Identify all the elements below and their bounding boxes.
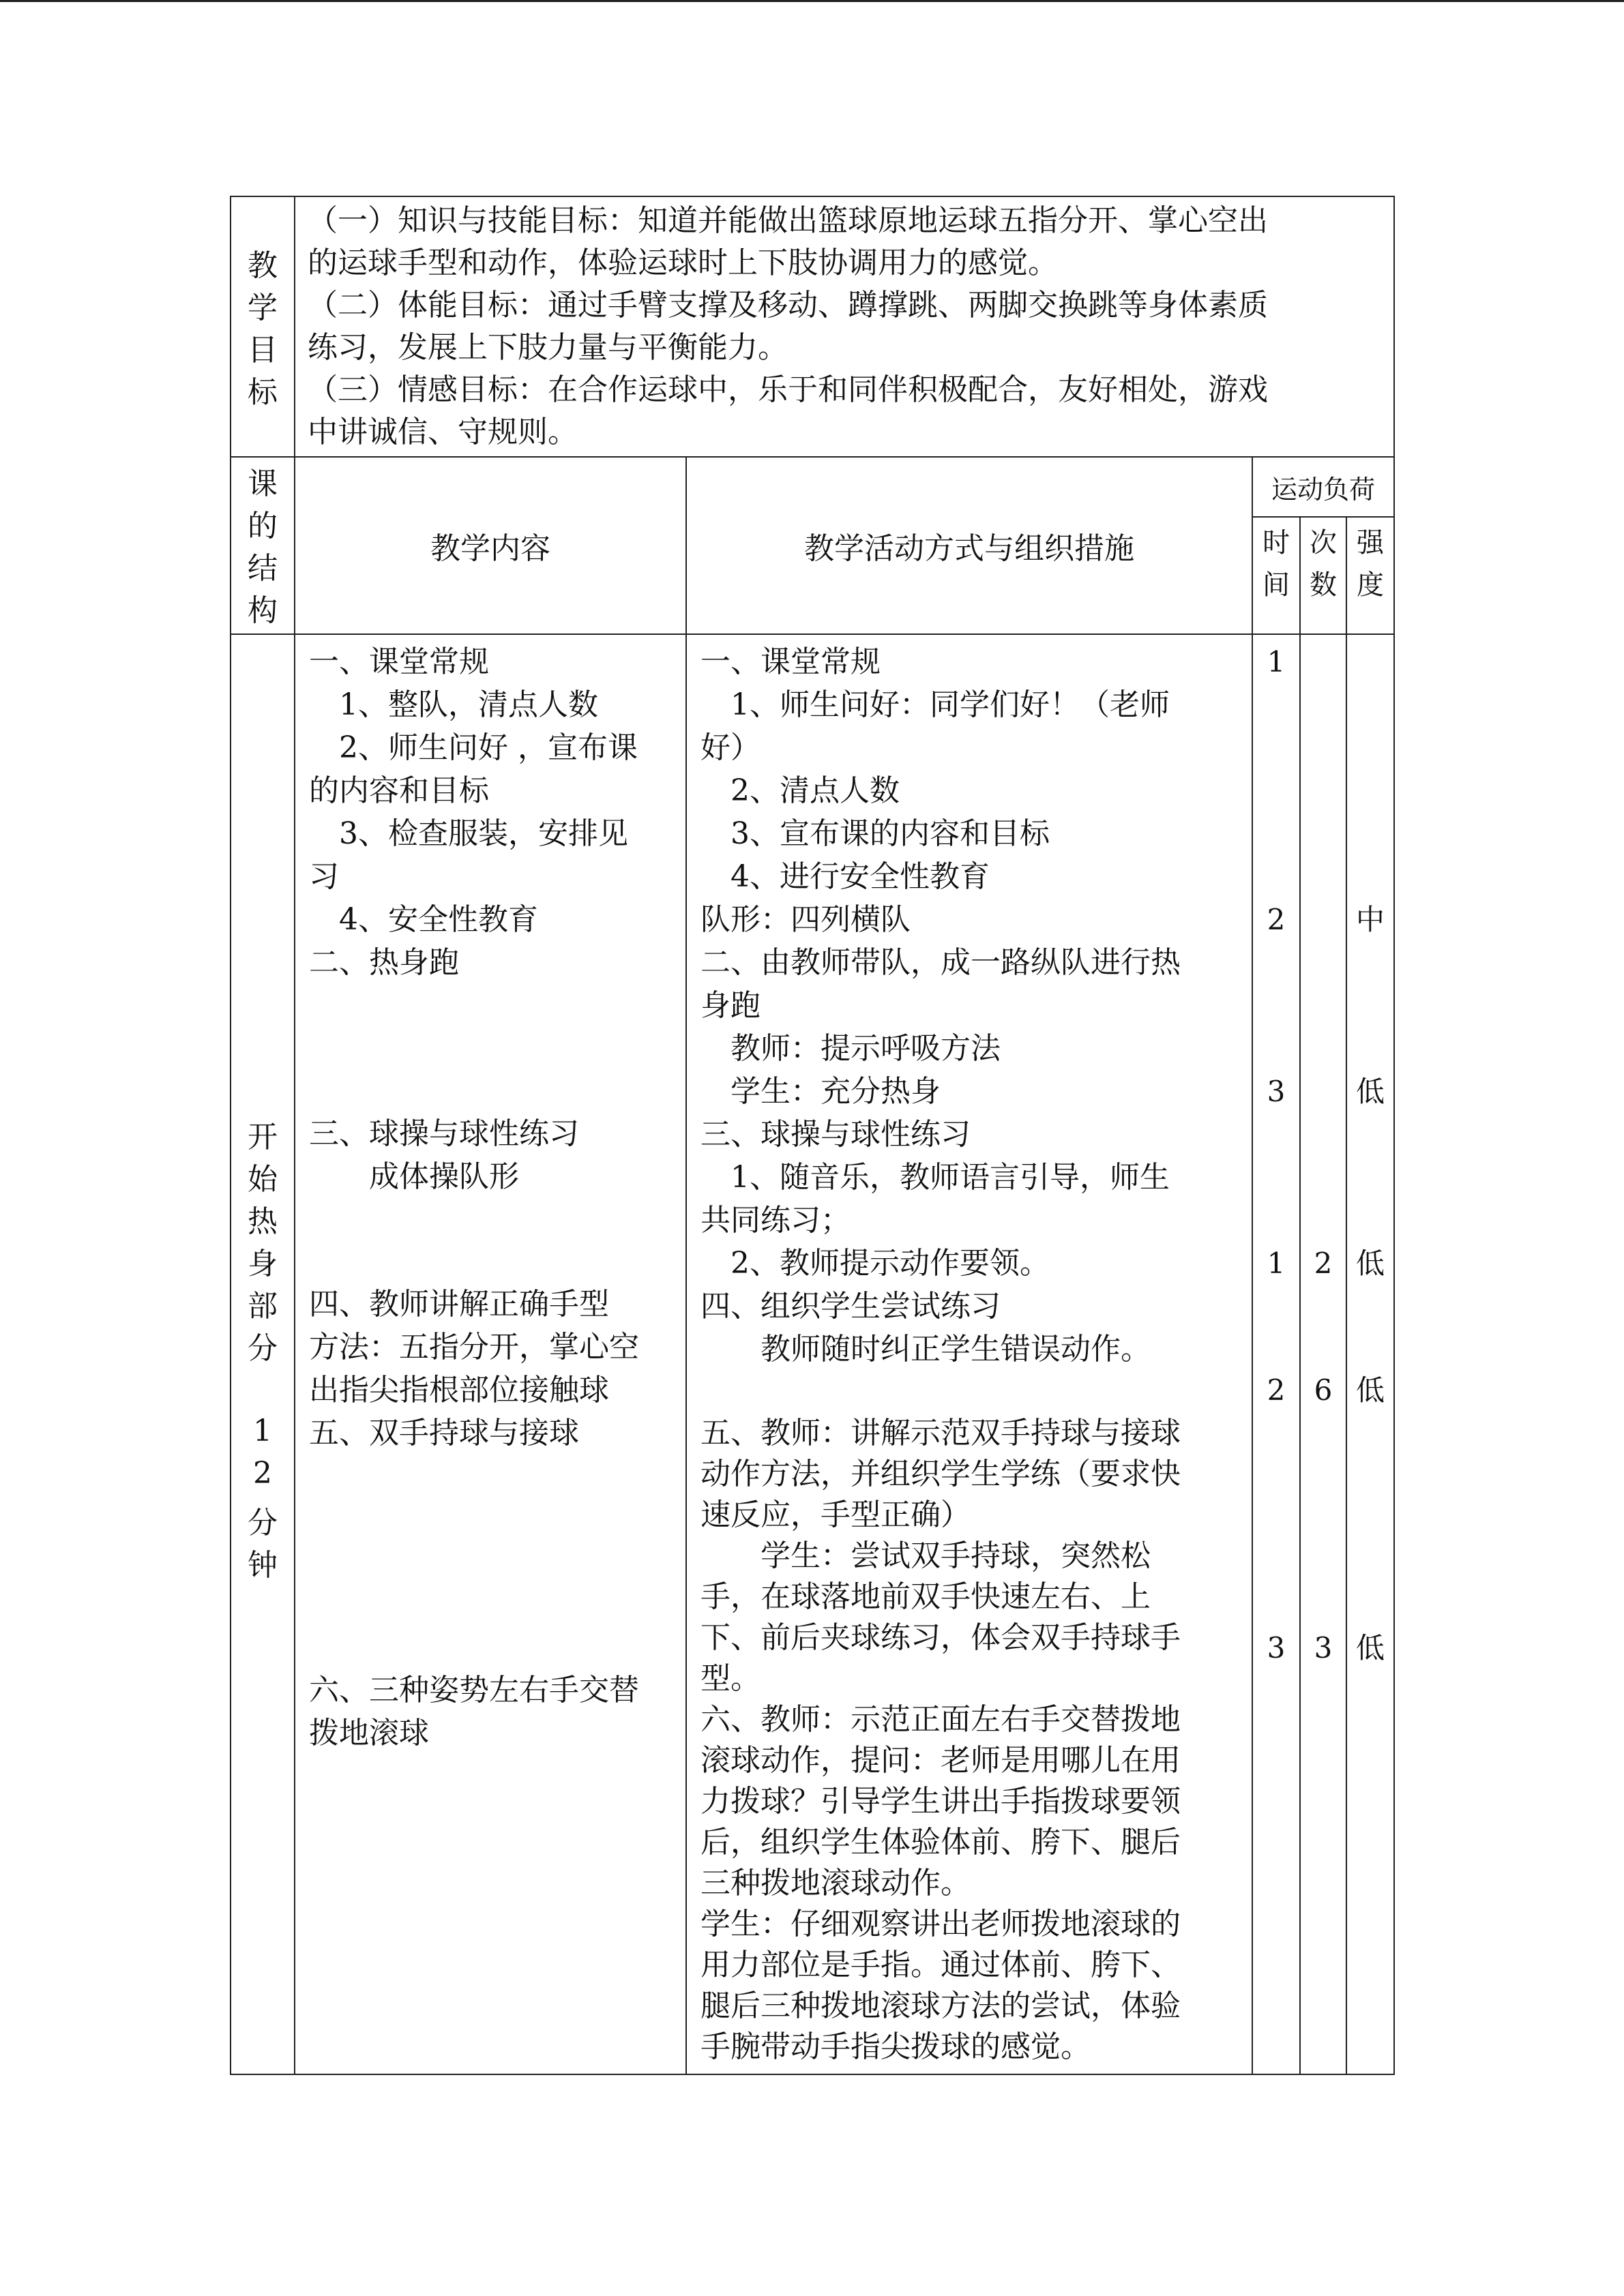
content-line: 一、课堂常规 [309,644,489,679]
section-char: 分 [248,1506,278,1540]
activity-line: 1、师生问好：同学们好！（老师 [700,687,1170,722]
header-count [1300,517,1346,634]
objectives-label [231,196,295,457]
count-value: 2 [1314,1247,1333,1280]
section-char: 2 [253,1456,272,1491]
lesson-plan-table [230,196,1395,2075]
activity-line: 学生：仔细观察讲出老师拨地滚球的 [700,1907,1181,1941]
activity-line: 六、教师：示范正面左右手交替拨地 [700,1702,1181,1737]
activity-line: 腿后三种拨地滚球方法的尝试，体验 [700,1988,1181,2023]
activity-line: 下、前后夹球练习，体会双手持球手 [700,1620,1181,1655]
header-char: 时 [1263,527,1290,558]
header-row [231,457,1394,517]
time-value: 3 [1267,1631,1286,1665]
lesson-plan-page [230,196,1393,2075]
activity-line: 型。 [700,1661,761,1696]
header-char: 间 [1263,569,1290,601]
time-value: 2 [1267,1373,1286,1407]
content-line: 方法：五指分开，掌心空 [309,1330,639,1365]
section-char: 开 [248,1120,278,1154]
section-label [231,634,295,2074]
section-char: 钟 [248,1548,278,1583]
time-value: 1 [1267,1247,1286,1280]
intensity-value: 低 [1356,1373,1385,1407]
content-line: 的内容和目标 [309,773,489,808]
objective-line: 中讲诚信、守规则。 [308,415,578,449]
page-top-border [0,0,1624,2]
label-char: 构 [248,593,278,628]
header-time [1252,517,1300,634]
time-value: 1 [1267,645,1286,679]
content-line: 四、教师讲解正确手型 [309,1287,609,1322]
label-char: 标 [248,375,278,410]
activity-line: 学生：充分热身 [700,1074,941,1109]
activity-line: 教师：提示呼吸方法 [700,1031,1001,1066]
intensity-column [1346,634,1394,2074]
label-char: 课 [248,466,278,501]
header-activity: 教学活动方式与组织措施 [686,457,1252,634]
activity-line: 二、由教师带队，成一路纵队进行热 [700,945,1181,980]
activity-line: 2、清点人数 [700,773,900,808]
section-char: 始 [248,1162,278,1197]
section-char: 热 [248,1204,278,1239]
activity-line: 1、随音乐，教师语言引导，师生 [700,1160,1170,1195]
activity-line: 队形：四列横队 [700,902,911,937]
content-line: 出指尖指根部位接触球 [309,1373,609,1407]
structure-label [231,457,295,634]
count-column [1300,634,1346,2074]
header-char: 数 [1310,569,1337,601]
content-line: 习 [309,859,339,894]
header-char: 度 [1357,569,1385,601]
section-char: 1 [253,1414,272,1448]
label-char: 学 [248,290,278,325]
label-char: 的 [248,509,278,543]
intensity-value: 低 [1356,1631,1385,1665]
objective-line: （一）知识与技能目标：知道并能做出篮球原地运球五指分开、掌心空出 [308,203,1268,238]
activity-line: 四、组织学生尝试练习 [700,1289,1001,1324]
objective-line: （三）情感目标：在合作运球中，乐于和同伴积极配合，友好相处，游戏 [308,372,1268,407]
header-load: 运动负荷 [1252,457,1394,517]
section-char: 分 [248,1331,278,1366]
header-intensity [1346,517,1394,634]
time-column [1252,634,1300,2074]
count-value: 6 [1314,1373,1333,1407]
objectives-text [295,196,1394,457]
activity-line: 4、进行安全性教育 [700,859,990,894]
intensity-value: 中 [1356,903,1385,936]
label-char: 结 [248,551,278,586]
activity-line: 手腕带动手指尖拨球的感觉。 [700,2029,1091,2064]
activity-line: 力拨球？引导学生讲出手指拨球要领 [700,1784,1181,1819]
activity-line: 后，组织学生体验体前、胯下、腿后 [700,1825,1181,1860]
content-line: 二、热身跑 [309,945,459,980]
activity-line: 身跑 [700,988,761,1023]
time-value: 3 [1267,1075,1286,1108]
activity-line: 速反应，手型正确） [700,1497,971,1532]
activity-line: 2、教师提示动作要领。 [700,1246,1050,1281]
objective-line: 练习，发展上下肢力量与平衡能力。 [308,330,788,365]
teaching-content [295,634,686,2074]
content-line: 五、双手持球与接球 [309,1416,579,1450]
content-line: 1、整队，清点人数 [309,687,598,722]
activity-line: 三种拨地滚球动作。 [700,1866,971,1900]
activity-line: 用力部位是手指。通过体前、胯下、 [700,1948,1181,1982]
activity-line: 滚球动作，提问：老师是用哪儿在用 [700,1743,1181,1778]
activity-line: 五、教师：讲解示范双手持球与接球 [700,1416,1181,1450]
teaching-activity [686,634,1252,2074]
content-line: 六、三种姿势左右手交替 [309,1673,639,1708]
activity-line: 一、课堂常规 [700,644,881,679]
time-value: 2 [1267,903,1286,936]
count-value: 3 [1314,1631,1333,1665]
content-line: 4、安全性教育 [309,902,538,937]
content-line: 3、检查服装，安排见 [309,816,628,851]
section-char: 身 [248,1247,278,1281]
header-content: 教学内容 [295,457,686,634]
objective-line: 的运球手型和动作，体验运球时上下肢协调用力的感觉。 [308,245,1058,280]
content-line: 成体操队形 [309,1159,519,1194]
activity-line: 动作方法，并组织学生学练（要求快 [700,1457,1181,1491]
header-char: 次 [1310,527,1337,558]
label-char: 目 [248,333,278,368]
label-char: 教 [248,248,278,283]
activity-line: 好） [700,730,761,765]
section-char: 部 [248,1289,278,1324]
activity-line: 三、球操与球性练习 [700,1117,971,1152]
objective-line: （二）体能目标：通过手臂支撑及移动、蹲撑跳、两脚交换跳等身体素质 [308,288,1268,323]
header-char: 强 [1357,527,1385,558]
content-line: 三、球操与球性练习 [309,1116,579,1151]
content-line: 2、师生问好 ，宣布课 [309,730,638,765]
objectives-row [231,196,1394,457]
intensity-value: 低 [1356,1247,1385,1280]
activity-line: 3、宣布课的内容和目标 [700,816,1050,851]
activity-line: 共同练习； [700,1203,851,1238]
body-row [231,634,1394,2074]
intensity-value: 低 [1356,1075,1385,1108]
activity-line: 学生：尝试双手持球，突然松 [700,1538,1151,1573]
activity-line: 手，在球落地前双手快速左右、上 [700,1579,1151,1614]
activity-line: 教师随时纠正学生错误动作。 [700,1332,1151,1367]
content-line: 拨地滚球 [309,1716,429,1750]
